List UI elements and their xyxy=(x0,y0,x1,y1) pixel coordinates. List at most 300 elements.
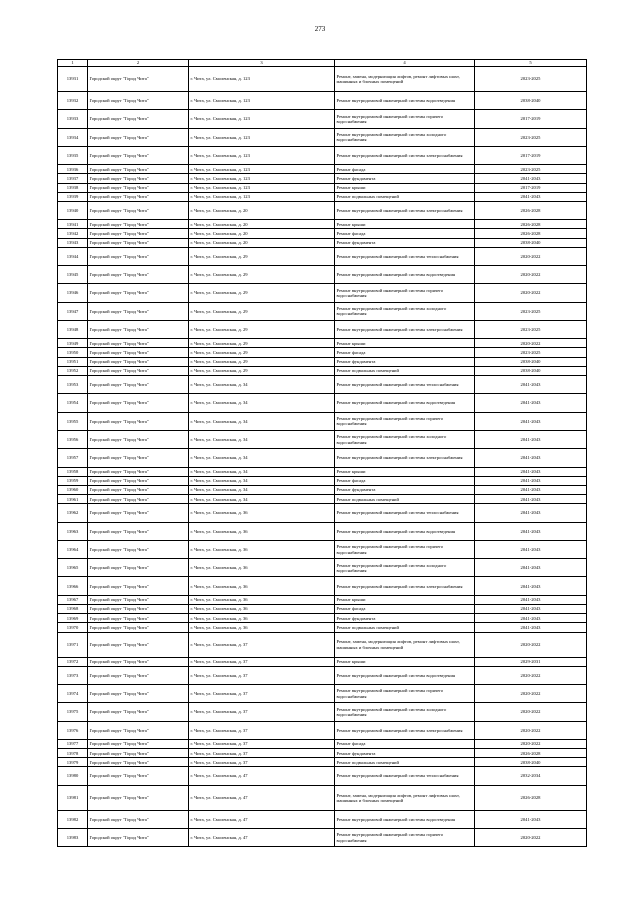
work-type-cell: Ремонт внутридомовой инженерной системы горячего водоснабжения xyxy=(335,412,475,430)
address-cell: г. Чита, ул. Смоленская, д. 29 xyxy=(189,357,335,366)
table-row xyxy=(58,595,587,604)
work-type-cell: Ремонт фундамента xyxy=(335,749,475,758)
row-number-cell: 13949 xyxy=(58,339,88,348)
period-cell: 2041-2043 xyxy=(475,540,587,558)
municipality-cell: Городской округ "Город Чита" xyxy=(88,749,189,758)
period-cell: 2041-2043 xyxy=(475,485,587,494)
period-cell: 2032-2034 xyxy=(475,767,587,785)
work-type-cell: Ремонт внутридомовой инженерной системы холодного водоснабжения xyxy=(335,128,475,146)
address-cell: г. Чита, ул. Смоленская, д. 34 xyxy=(189,412,335,430)
address-cell: г. Чита, ул. Смоленская, д. 36 xyxy=(189,559,335,577)
table-row xyxy=(58,495,587,504)
period-cell: 2026-2028 xyxy=(475,220,587,229)
work-type-cell: Ремонт фундамента xyxy=(335,174,475,183)
work-type-cell: Ремонт подвальных помещений xyxy=(335,366,475,375)
municipality-cell: Городской округ "Город Чита" xyxy=(88,284,189,302)
work-type-cell: Ремонт внутридомовой инженерной системы теплоснабжения xyxy=(335,247,475,265)
address-cell: г. Чита, ул. Смоленская, д. 37 xyxy=(189,684,335,702)
period-cell: 2041-2043 xyxy=(475,467,587,476)
row-number-cell: 13956 xyxy=(58,430,88,448)
work-type-cell: Ремонт внутридомовой инженерной системы водоотведения xyxy=(335,92,475,110)
row-number-cell: 13935 xyxy=(58,146,88,164)
work-type-cell: Ремонт фундамента xyxy=(335,357,475,366)
municipality-cell: Городской округ "Город Чита" xyxy=(88,92,189,110)
table-row xyxy=(58,666,587,684)
period-cell: 2041-2043 xyxy=(475,192,587,201)
period-cell: 2020-2022 xyxy=(475,684,587,702)
column-header-3: 3 xyxy=(189,60,335,67)
table-row xyxy=(58,238,587,247)
address-cell: г. Чита, ул. Смоленская, д. 20 xyxy=(189,238,335,247)
work-type-cell: Ремонт внутридомовой инженерной системы теплоснабжения xyxy=(335,767,475,785)
table-row xyxy=(58,128,587,146)
row-number-cell: 13951 xyxy=(58,357,88,366)
period-cell: 2026-2028 xyxy=(475,201,587,219)
period-cell: 2026-2028 xyxy=(475,749,587,758)
table-row xyxy=(58,247,587,265)
address-cell: г. Чита, ул. Смоленская, д. 36 xyxy=(189,623,335,632)
municipality-cell: Городской округ "Город Чита" xyxy=(88,366,189,375)
period-cell: 2023-2025 xyxy=(475,128,587,146)
table-row xyxy=(58,220,587,229)
period-cell: 2041-2043 xyxy=(475,174,587,183)
row-number-cell: 13961 xyxy=(58,495,88,504)
period-cell: 2041-2043 xyxy=(475,595,587,604)
address-cell: г. Чита, ул. Смоленская, д. 37 xyxy=(189,703,335,721)
table-row xyxy=(58,174,587,183)
period-cell: 2041-2043 xyxy=(475,394,587,412)
period-cell: 2017-2019 xyxy=(475,146,587,164)
address-cell: г. Чита, ул. Смоленская, д. 29 xyxy=(189,320,335,338)
period-cell: 2041-2043 xyxy=(475,522,587,540)
address-cell: г. Чита, ул. Смоленская, д. 123 xyxy=(189,192,335,201)
municipality-cell: Городской округ "Город Чита" xyxy=(88,476,189,485)
address-cell: г. Чита, ул. Смоленская, д. 123 xyxy=(189,165,335,174)
period-cell: 2041-2043 xyxy=(475,577,587,595)
work-type-cell: Ремонт внутридомовой инженерной системы электроснабжения xyxy=(335,721,475,739)
period-cell: 2041-2043 xyxy=(475,559,587,577)
period-cell: 2023-2025 xyxy=(475,67,587,92)
address-cell: г. Чита, ул. Смоленская, д. 20 xyxy=(189,201,335,219)
period-cell: 2041-2043 xyxy=(475,623,587,632)
table-row xyxy=(58,201,587,219)
municipality-cell: Городской округ "Город Чита" xyxy=(88,412,189,430)
row-number-cell: 13953 xyxy=(58,376,88,394)
work-type-cell: Ремонт фасада xyxy=(335,476,475,485)
address-cell: г. Чита, ул. Смоленская, д. 37 xyxy=(189,632,335,657)
address-cell: г. Чита, ул. Смоленская, д. 29 xyxy=(189,247,335,265)
municipality-cell: Городской округ "Город Чита" xyxy=(88,430,189,448)
table-row xyxy=(58,412,587,430)
period-cell: 2041-2043 xyxy=(475,430,587,448)
municipality-cell: Городской округ "Город Чита" xyxy=(88,146,189,164)
address-cell: г. Чита, ул. Смоленская, д. 123 xyxy=(189,67,335,92)
row-number-cell: 13937 xyxy=(58,174,88,183)
table-row xyxy=(58,320,587,338)
period-cell: 2020-2022 xyxy=(475,721,587,739)
work-type-cell: Ремонт фундамента xyxy=(335,614,475,623)
row-number-cell: 13940 xyxy=(58,201,88,219)
row-number-cell: 13980 xyxy=(58,767,88,785)
table-row xyxy=(58,165,587,174)
period-cell: 2017-2019 xyxy=(475,110,587,128)
address-cell: г. Чита, ул. Смоленская, д. 36 xyxy=(189,504,335,522)
municipality-cell: Городской округ "Город Чита" xyxy=(88,666,189,684)
municipality-cell: Городской округ "Город Чита" xyxy=(88,67,189,92)
address-cell: г. Чита, ул. Смоленская, д. 34 xyxy=(189,430,335,448)
period-cell: 2017-2019 xyxy=(475,183,587,192)
period-cell: 2023-2025 xyxy=(475,302,587,320)
address-cell: г. Чита, ул. Смоленская, д. 123 xyxy=(189,92,335,110)
row-number-cell: 13957 xyxy=(58,449,88,467)
address-cell: г. Чита, ул. Смоленская, д. 123 xyxy=(189,183,335,192)
row-number-cell: 13968 xyxy=(58,604,88,613)
period-cell: 2023-2025 xyxy=(475,165,587,174)
row-number-cell: 13954 xyxy=(58,394,88,412)
table-row xyxy=(58,183,587,192)
work-type-cell: Ремонт крыши xyxy=(335,183,475,192)
row-number-cell: 13934 xyxy=(58,128,88,146)
address-cell: г. Чита, ул. Смоленская, д. 20 xyxy=(189,229,335,238)
municipality-cell: Городской округ "Город Чита" xyxy=(88,559,189,577)
period-cell: 2026-2028 xyxy=(475,785,587,810)
municipality-cell: Городской округ "Город Чита" xyxy=(88,632,189,657)
address-cell: г. Чита, ул. Смоленская, д. 34 xyxy=(189,449,335,467)
municipality-cell: Городской округ "Город Чита" xyxy=(88,201,189,219)
address-cell: г. Чита, ул. Смоленская, д. 37 xyxy=(189,739,335,748)
row-number-cell: 13983 xyxy=(58,829,88,847)
work-type-cell: Ремонт внутридомовой инженерной системы горячего водоснабжения xyxy=(335,684,475,702)
table-row xyxy=(58,92,587,110)
table-row xyxy=(58,577,587,595)
table-row xyxy=(58,522,587,540)
table-row xyxy=(58,449,587,467)
municipality-cell: Городской округ "Город Чита" xyxy=(88,657,189,666)
work-type-cell: Ремонт внутридомовой инженерной системы теплоснабжения xyxy=(335,376,475,394)
table-row xyxy=(58,266,587,284)
table-row xyxy=(58,302,587,320)
municipality-cell: Городской округ "Город Чита" xyxy=(88,165,189,174)
period-cell: 2020-2022 xyxy=(475,703,587,721)
period-cell: 2041-2043 xyxy=(475,376,587,394)
table-row xyxy=(58,632,587,657)
work-type-cell: Ремонт внутридомовой инженерной системы электроснабжения xyxy=(335,449,475,467)
address-cell: г. Чита, ул. Смоленская, д. 47 xyxy=(189,829,335,847)
period-cell: 2041-2043 xyxy=(475,476,587,485)
work-type-cell: Ремонт внутридомовой инженерной системы водоотведения xyxy=(335,666,475,684)
row-number-cell: 13950 xyxy=(58,348,88,357)
period-cell: 2038-2040 xyxy=(475,238,587,247)
work-type-cell: Ремонт внутридомовой инженерной системы холодного водоснабжения xyxy=(335,703,475,721)
table-row xyxy=(58,376,587,394)
table-row xyxy=(58,785,587,810)
page-number: 273 xyxy=(314,25,326,33)
row-number-cell: 13960 xyxy=(58,485,88,494)
row-number-cell: 13945 xyxy=(58,266,88,284)
table-row xyxy=(58,476,587,485)
row-number-cell: 13948 xyxy=(58,320,88,338)
municipality-cell: Городской округ "Город Чита" xyxy=(88,767,189,785)
period-cell: 2020-2022 xyxy=(475,247,587,265)
table-row xyxy=(58,504,587,522)
row-number-cell: 13977 xyxy=(58,739,88,748)
municipality-cell: Городской округ "Город Чита" xyxy=(88,128,189,146)
period-cell: 2038-2040 xyxy=(475,758,587,767)
work-type-cell: Ремонт фасада xyxy=(335,348,475,357)
work-type-cell: Ремонт фундамента xyxy=(335,238,475,247)
work-type-cell: Ремонт крыши xyxy=(335,657,475,666)
municipality-cell: Городской округ "Город Чита" xyxy=(88,684,189,702)
municipality-cell: Городской округ "Город Чита" xyxy=(88,614,189,623)
period-cell: 2038-2040 xyxy=(475,92,587,110)
address-cell: г. Чита, ул. Смоленская, д. 36 xyxy=(189,540,335,558)
work-type-cell: Ремонт внутридомовой инженерной системы электроснабжения xyxy=(335,201,475,219)
address-cell: г. Чита, ул. Смоленская, д. 36 xyxy=(189,604,335,613)
municipality-cell: Городской округ "Город Чита" xyxy=(88,504,189,522)
row-number-cell: 13970 xyxy=(58,623,88,632)
row-number-cell: 13958 xyxy=(58,467,88,476)
row-number-cell: 13969 xyxy=(58,614,88,623)
period-cell: 2041-2043 xyxy=(475,604,587,613)
period-cell: 2020-2022 xyxy=(475,666,587,684)
period-cell: 2023-2025 xyxy=(475,348,587,357)
address-cell: г. Чита, ул. Смоленская, д. 29 xyxy=(189,339,335,348)
address-cell: г. Чита, ул. Смоленская, д. 36 xyxy=(189,522,335,540)
municipality-cell: Городской округ "Город Чита" xyxy=(88,703,189,721)
municipality-cell: Городской округ "Город Чита" xyxy=(88,192,189,201)
row-number-cell: 13978 xyxy=(58,749,88,758)
period-cell: 2038-2040 xyxy=(475,366,587,375)
table-row xyxy=(58,485,587,494)
column-header-2: 2 xyxy=(88,60,189,67)
work-type-cell: Ремонт фундамента xyxy=(335,485,475,494)
table-row xyxy=(58,229,587,238)
table-row xyxy=(58,810,587,828)
address-cell: г. Чита, ул. Смоленская, д. 34 xyxy=(189,485,335,494)
work-type-cell: Ремонт, замена, модернизация лифтов, ремонт лифтовых шахт, машинных и блочных помещений xyxy=(335,632,475,657)
row-number-cell: 13982 xyxy=(58,810,88,828)
work-type-cell: Ремонт внутридомовой инженерной системы водоотведения xyxy=(335,810,475,828)
municipality-cell: Городской округ "Город Чита" xyxy=(88,302,189,320)
row-number-cell: 13971 xyxy=(58,632,88,657)
address-cell: г. Чита, ул. Смоленская, д. 36 xyxy=(189,595,335,604)
period-cell: 2041-2043 xyxy=(475,504,587,522)
table-row xyxy=(58,749,587,758)
table-row xyxy=(58,829,587,847)
table-row xyxy=(58,614,587,623)
row-number-cell: 13963 xyxy=(58,522,88,540)
municipality-cell: Городской округ "Город Чита" xyxy=(88,721,189,739)
address-cell: г. Чита, ул. Смоленская, д. 29 xyxy=(189,302,335,320)
municipality-cell: Городской округ "Город Чита" xyxy=(88,467,189,476)
address-cell: г. Чита, ул. Смоленская, д. 37 xyxy=(189,758,335,767)
period-cell: 2029-2031 xyxy=(475,657,587,666)
address-cell: г. Чита, ул. Смоленская, д. 36 xyxy=(189,614,335,623)
municipality-cell: Городской округ "Город Чита" xyxy=(88,183,189,192)
municipality-cell: Городской округ "Город Чита" xyxy=(88,758,189,767)
municipality-cell: Городской округ "Город Чита" xyxy=(88,110,189,128)
row-number-cell: 13936 xyxy=(58,165,88,174)
row-number-cell: 13962 xyxy=(58,504,88,522)
work-type-cell: Ремонт, замена, модернизация лифтов, ремонт лифтовых шахт, машинных и блочных помещений xyxy=(335,785,475,810)
period-cell: 2020-2022 xyxy=(475,632,587,657)
repair-schedule-table xyxy=(57,59,587,847)
address-cell: г. Чита, ул. Смоленская, д. 123 xyxy=(189,110,335,128)
municipality-cell: Городской округ "Город Чита" xyxy=(88,357,189,366)
municipality-cell: Городской округ "Город Чита" xyxy=(88,266,189,284)
period-cell: 2023-2025 xyxy=(475,320,587,338)
municipality-cell: Городской округ "Город Чита" xyxy=(88,810,189,828)
work-type-cell: Ремонт фасада xyxy=(335,739,475,748)
address-cell: г. Чита, ул. Смоленская, д. 123 xyxy=(189,174,335,183)
row-number-cell: 13942 xyxy=(58,229,88,238)
work-type-cell: Ремонт, замена, модернизация лифтов, ремонт лифтовых шахт, машинных и блочных помещений xyxy=(335,67,475,92)
table-row xyxy=(58,394,587,412)
period-cell: 2020-2022 xyxy=(475,339,587,348)
row-number-cell: 13955 xyxy=(58,412,88,430)
municipality-cell: Городской округ "Город Чита" xyxy=(88,739,189,748)
municipality-cell: Городской округ "Город Чита" xyxy=(88,829,189,847)
work-type-cell: Ремонт внутридомовой инженерной системы горячего водоснабжения xyxy=(335,110,475,128)
work-type-cell: Ремонт внутридомовой инженерной системы электроснабжения xyxy=(335,320,475,338)
table-body xyxy=(58,67,587,847)
work-type-cell: Ремонт внутридомовой инженерной системы холодного водоснабжения xyxy=(335,302,475,320)
table-row xyxy=(58,430,587,448)
table-row xyxy=(58,623,587,632)
table-row xyxy=(58,339,587,348)
municipality-cell: Городской округ "Город Чита" xyxy=(88,595,189,604)
address-cell: г. Чита, ул. Смоленская, д. 34 xyxy=(189,394,335,412)
period-cell: 2038-2040 xyxy=(475,357,587,366)
municipality-cell: Городской округ "Город Чита" xyxy=(88,238,189,247)
municipality-cell: Городской округ "Город Чита" xyxy=(88,540,189,558)
municipality-cell: Городской округ "Город Чита" xyxy=(88,320,189,338)
period-cell: 2020-2022 xyxy=(475,266,587,284)
row-number-cell: 13973 xyxy=(58,666,88,684)
work-type-cell: Ремонт подвальных помещений xyxy=(335,495,475,504)
work-type-cell: Ремонт крыши xyxy=(335,467,475,476)
municipality-cell: Городской округ "Город Чита" xyxy=(88,247,189,265)
address-cell: г. Чита, ул. Смоленская, д. 47 xyxy=(189,810,335,828)
row-number-cell: 13976 xyxy=(58,721,88,739)
row-number-cell: 13975 xyxy=(58,703,88,721)
table-row xyxy=(58,684,587,702)
municipality-cell: Городской округ "Город Чита" xyxy=(88,522,189,540)
column-header-5: 5 xyxy=(475,60,587,67)
address-cell: г. Чита, ул. Смоленская, д. 34 xyxy=(189,376,335,394)
row-number-cell: 13965 xyxy=(58,559,88,577)
address-cell: г. Чита, ул. Смоленская, д. 36 xyxy=(189,577,335,595)
row-number-cell: 13944 xyxy=(58,247,88,265)
address-cell: г. Чита, ул. Смоленская, д. 37 xyxy=(189,666,335,684)
municipality-cell: Городской округ "Город Чита" xyxy=(88,339,189,348)
municipality-cell: Городской округ "Город Чита" xyxy=(88,623,189,632)
period-cell: 2041-2043 xyxy=(475,614,587,623)
work-type-cell: Ремонт внутридомовой инженерной системы теплоснабжения xyxy=(335,504,475,522)
address-cell: г. Чита, ул. Смоленская, д. 29 xyxy=(189,348,335,357)
municipality-cell: Городской округ "Город Чита" xyxy=(88,495,189,504)
period-cell: 2041-2043 xyxy=(475,449,587,467)
address-cell: г. Чита, ул. Смоленская, д. 34 xyxy=(189,476,335,485)
municipality-cell: Городской округ "Город Чита" xyxy=(88,376,189,394)
period-cell: 2026-2028 xyxy=(475,229,587,238)
municipality-cell: Городской округ "Город Чита" xyxy=(88,394,189,412)
row-number-cell: 13974 xyxy=(58,684,88,702)
address-cell: г. Чита, ул. Смоленская, д. 37 xyxy=(189,657,335,666)
table-row xyxy=(58,758,587,767)
work-type-cell: Ремонт внутридомовой инженерной системы горячего водоснабжения xyxy=(335,540,475,558)
table-row xyxy=(58,559,587,577)
row-number-cell: 13967 xyxy=(58,595,88,604)
municipality-cell: Городской округ "Город Чита" xyxy=(88,174,189,183)
table-row xyxy=(58,192,587,201)
address-cell: г. Чита, ул. Смоленская, д. 47 xyxy=(189,785,335,810)
table-row xyxy=(58,604,587,613)
period-cell: 2041-2043 xyxy=(475,412,587,430)
work-type-cell: Ремонт внутридомовой инженерной системы холодного водоснабжения xyxy=(335,430,475,448)
table-row xyxy=(58,703,587,721)
row-number-cell: 13941 xyxy=(58,220,88,229)
municipality-cell: Городской округ "Город Чита" xyxy=(88,348,189,357)
work-type-cell: Ремонт фасада xyxy=(335,165,475,174)
work-type-cell: Ремонт внутридомовой инженерной системы водоотведения xyxy=(335,266,475,284)
address-cell: г. Чита, ул. Смоленская, д. 47 xyxy=(189,767,335,785)
row-number-cell: 13946 xyxy=(58,284,88,302)
table-header-row xyxy=(58,60,587,67)
address-cell: г. Чита, ул. Смоленская, д. 29 xyxy=(189,366,335,375)
work-type-cell: Ремонт внутридомовой инженерной системы электроснабжения xyxy=(335,577,475,595)
period-cell: 2020-2022 xyxy=(475,739,587,748)
work-type-cell: Ремонт внутридомовой инженерной системы горячего водоснабжения xyxy=(335,829,475,847)
period-cell: 2020-2022 xyxy=(475,284,587,302)
address-cell: г. Чита, ул. Смоленская, д. 37 xyxy=(189,721,335,739)
row-number-cell: 13947 xyxy=(58,302,88,320)
work-type-cell: Ремонт внутридомовой инженерной системы горячего водоснабжения xyxy=(335,284,475,302)
work-type-cell: Ремонт внутридомовой инженерной системы холодного водоснабжения xyxy=(335,559,475,577)
table-row xyxy=(58,284,587,302)
address-cell: г. Чита, ул. Смоленская, д. 34 xyxy=(189,495,335,504)
row-number-cell: 13939 xyxy=(58,192,88,201)
row-number-cell: 13931 xyxy=(58,67,88,92)
period-cell: 2020-2022 xyxy=(475,829,587,847)
work-type-cell: Ремонт крыши xyxy=(335,595,475,604)
table-row xyxy=(58,348,587,357)
table-row xyxy=(58,67,587,92)
table-row xyxy=(58,146,587,164)
row-number-cell: 13932 xyxy=(58,92,88,110)
row-number-cell: 13966 xyxy=(58,577,88,595)
column-header-1: 1 xyxy=(58,60,88,67)
municipality-cell: Городской округ "Город Чита" xyxy=(88,449,189,467)
table-row xyxy=(58,110,587,128)
row-number-cell: 13952 xyxy=(58,366,88,375)
table-row xyxy=(58,467,587,476)
work-type-cell: Ремонт подвальных помещений xyxy=(335,623,475,632)
work-type-cell: Ремонт фасада xyxy=(335,604,475,613)
table-row xyxy=(58,357,587,366)
table-row xyxy=(58,366,587,375)
work-type-cell: Ремонт крыши xyxy=(335,220,475,229)
address-cell: г. Чита, ул. Смоленская, д. 34 xyxy=(189,467,335,476)
row-number-cell: 13972 xyxy=(58,657,88,666)
address-cell: г. Чита, ул. Смоленская, д. 123 xyxy=(189,128,335,146)
work-type-cell: Ремонт подвальных помещений xyxy=(335,758,475,767)
address-cell: г. Чита, ул. Смоленская, д. 20 xyxy=(189,220,335,229)
address-cell: г. Чита, ул. Смоленская, д. 37 xyxy=(189,749,335,758)
table-row xyxy=(58,657,587,666)
municipality-cell: Городской округ "Город Чита" xyxy=(88,485,189,494)
period-cell: 2041-2043 xyxy=(475,810,587,828)
